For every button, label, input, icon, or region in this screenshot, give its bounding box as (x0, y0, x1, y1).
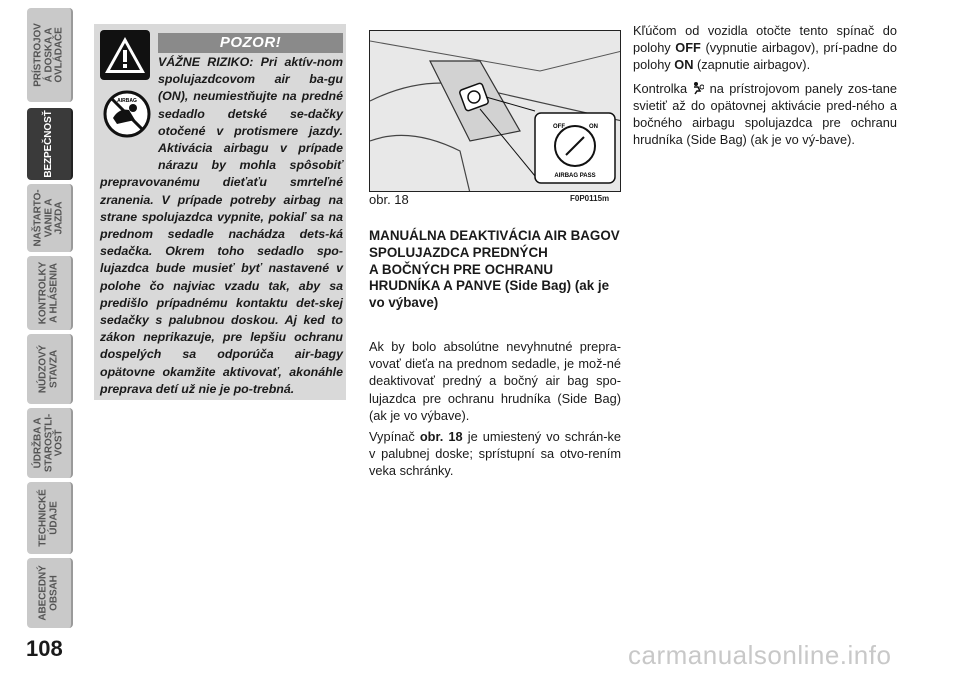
warning-text: VÁŽNE RIZIKO: Pri aktív-nom spolujazdcovom air ba-gu (ON), neumiestňujte na predné sedadlo detské se-dačky otočené v protismere jazdy. Aktivácia airbagu v prípade nárazu by mohla spôsobiť prepravovanému dieťaťu smrteľné zranenia. V prípade potreby airbag na strane spolujazdca vypnite, pokiaľ sa na prednom sedadle nachádza dets-ká sedačka. Okrem toho sedadlo spo-lujazdca bude musieť byť nastavené v polohe čo najviac vzadu tak, aby sa predišlo prípadnému kontaktu det-skej sedačky s palubnou doskou. Aj ked to zákon neprikazuje, pre lepšiu ochranu dospelých sa odporúča air-bagy opätovne okamžite aktivovať, akonáhle preprava detí už nie je po-trebná. (100, 55, 343, 396)
airbag-icon-text: AIRBAG (117, 98, 137, 104)
tab-udrzba[interactable]: ÚDRŽBA A STAROSTLI- VOSŤ (27, 408, 73, 478)
right-paragraph-1: Kľúčom od vozidla otočte tento spínač do polohy OFF (vypnutie airbagov), prí-padne do polohy ON (zapnutie airbagov). (633, 23, 897, 73)
chapter-tabs (0, 0, 84, 640)
switch-on-label: ON (589, 124, 598, 130)
right-column (633, 22, 897, 148)
right-paragraph-2: Kontrolka na prístrojovom panely zos-tane svietiť až do opätovnej aktivácie pred-ného a bočného airbagu spolujazdca pre ochranu hrudníka (Side Bag) (ak je vo vý-bave). (633, 80, 897, 148)
section-paragraph-1: Ak by bolo absolútne nevyhnutné prepra-vovať dieťa na prednom sedadle, je mož-né deaktivovať predný a bočný air bag spo-lujazdca pre ochranu hrudníka (Side Bag) (ak je vo výbave). (369, 339, 621, 423)
tab-nastartovanie[interactable]: NAŠTARTO- VANIE A JAZDA (27, 184, 73, 252)
figure-caption: obr. 18 (369, 192, 409, 207)
page-number: 108 (26, 636, 63, 661)
figure-airbag-switch (369, 30, 621, 192)
section-heading: MANUÁLNA DEAKTIVÁCIA AIR BAGOV SPOLUJAZDCA PREDNÝCH A BOČNÝCH PRE OCHRANU HRUDNÍKA A PANVE (Side Bag) (ak je vo výbave) (369, 228, 620, 311)
airbag-warning-light-icon (692, 81, 704, 95)
switch-airbag-pass-label: AIRBAG PASS (554, 173, 596, 179)
figure-code: F0P0115m (570, 194, 610, 203)
tab-nudzovy-stav[interactable]: NÚDZOVÝ STAVZA (27, 334, 73, 404)
tab-abecedny-obsah[interactable]: ABECEDNÝ OBSAH (27, 558, 73, 628)
switch-off-label: OFF (553, 124, 565, 130)
watermark: carmanualsonline.info (628, 640, 892, 670)
tab-technicke-udaje[interactable]: TECHNICKÉ ÚDAJE (27, 482, 73, 554)
warning-title: POZOR! (158, 33, 343, 53)
tab-pristrojova-doska[interactable]: PRÍSTROJOV Á DOSKA A OVLÁDAČE (27, 8, 73, 102)
section-paragraph-2: Vypínač obr. 18 je umiestený vo schrán-ke v palubnej doske; sprístupní sa otvo-rením veka schránky. (369, 429, 621, 479)
tab-bezpecnost[interactable]: BEZPEČNOSŤ (27, 108, 73, 180)
tab-kontrolky[interactable]: KONTROLKY A HLÁSENIA (27, 256, 73, 330)
